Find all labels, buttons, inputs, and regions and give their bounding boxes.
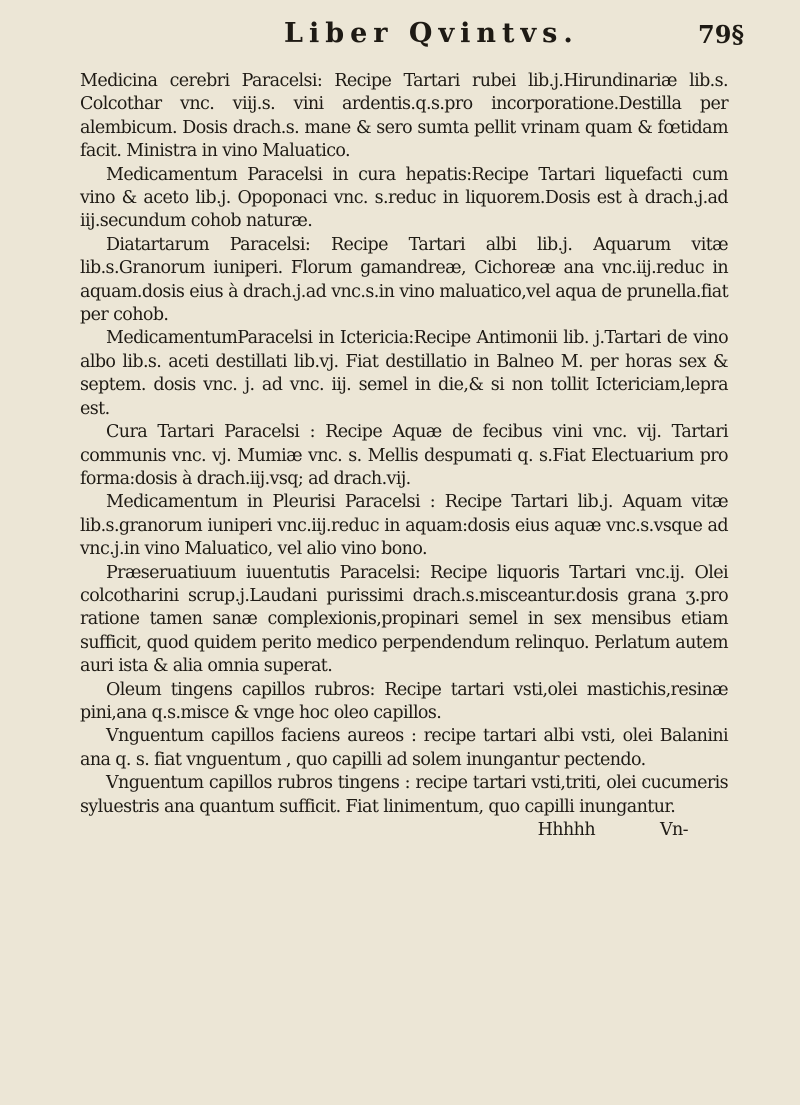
paragraph-vnguentum-aureos: Vnguentum capillos faciens aureos : recipe tartari albi vsti, olei Balanini ana q. s. fiat vnguentum , quo capilli ad solem inungantur pectendo.: [80, 726, 728, 770]
page-header: [54, 18, 744, 68]
page-number: 79§: [698, 20, 744, 49]
text-block: [80, 70, 728, 842]
footer-line: [80, 819, 728, 842]
paragraph-ictericia: MedicamentumParacelsi in Ictericia:Recipe Antimonii lib. j.Tartari de vino albo lib.s. aceti destillati lib.vj. Fiat destillatio in Balneo M. per horas sex & septem. dosis vnc. j. ad vnc. iij. semel in die,& si non tollit Ictericiam,lepra est.: [80, 328, 728, 419]
running-title: Liber Qvintvs.: [284, 18, 579, 49]
paragraph-medicina-cerebri: Medicina cerebri Paracelsi: Recipe Tartari rubei lib.j.Hirundinariæ lib.s. Colcothar vnc. viij.s. vini ardentis.q.s.pro incorporatione.Destilla per alembicum. Dosis drach.s. mane & sero sumta pellit vrinam quam & fœtidam facit. Ministra in vino Maluatico.: [80, 71, 728, 162]
paragraph-oleum-tingens: Oleum tingens capillos rubros: Recipe tartari vsti,olei mastichis,resinæ pini,ana q.s.misce & vnge hoc oleo capillos.: [80, 679, 728, 723]
paragraph-diatartarum: Diatartarum Paracelsi: Recipe Tartari albi lib.j. Aquarum vitæ lib.s.Granorum iuniperi. Florum gamandreæ, Cichoreæ ana vnc.iij.reduc in aquam.dosis eius à drach.j.ad vnc.s.in vino maluatico,vel aqua de prunella.fiat per cohob.: [80, 234, 728, 326]
paragraph-pleurisi: Medicamentum in Pleurisi Paracelsi : Recipe Tartari lib.j. Aquam vitæ lib.s.granorum iuniperi vnc.iij.reduc in aquam:dosis eius aquæ vnc.s.vsque ad vnc.j.in vino Maluatico, vel alio vino bono.: [80, 492, 728, 560]
signature-mark: Hhhhh: [537, 820, 595, 840]
paragraph-cura-tartari: Cura Tartari Paracelsi : Recipe Aquæ de fecibus vini vnc. vij. Tartari communis vnc. vj. Mumiæ vnc. s. Mellis despumati q. s.Fiat Electuarium pro forma:dosis à drach.iij.vsq; ad drach.vij.: [80, 422, 728, 489]
paragraph-vnguentum-rubros: Vnguentum capillos rubros tingens : recipe tartari vsti,triti, olei cucumeris syluestris ana quantum sufficit. Fiat linimentum, quo capilli inungantur.: [80, 773, 728, 817]
paragraph-praeseruatiuum: Præseruatiuum iuuentutis Paracelsi: Recipe liquoris Tartari vnc.ij. Olei colcotharini scrup.j.Laudani purissimi drach.s.misceantur.dosis grana ʒ.pro ratione tamen sanæ complexionis,propinari semel in sex mensibus etiam sufficit, quod quidem perito medico perpendendum relinquo. Perlatum autem auri ista & alia omnia superat.: [80, 562, 728, 677]
paragraph-hepatis: Medicamentum Paracelsi in cura hepatis:Recipe Tartari liquefacti cum vino & aceto lib.j. Opoponaci vnc. s.reduc in liquorem.Dosis est à drach.j.ad iij.secundum cohob naturæ.: [80, 164, 728, 232]
catchword: Vn-: [659, 820, 688, 840]
